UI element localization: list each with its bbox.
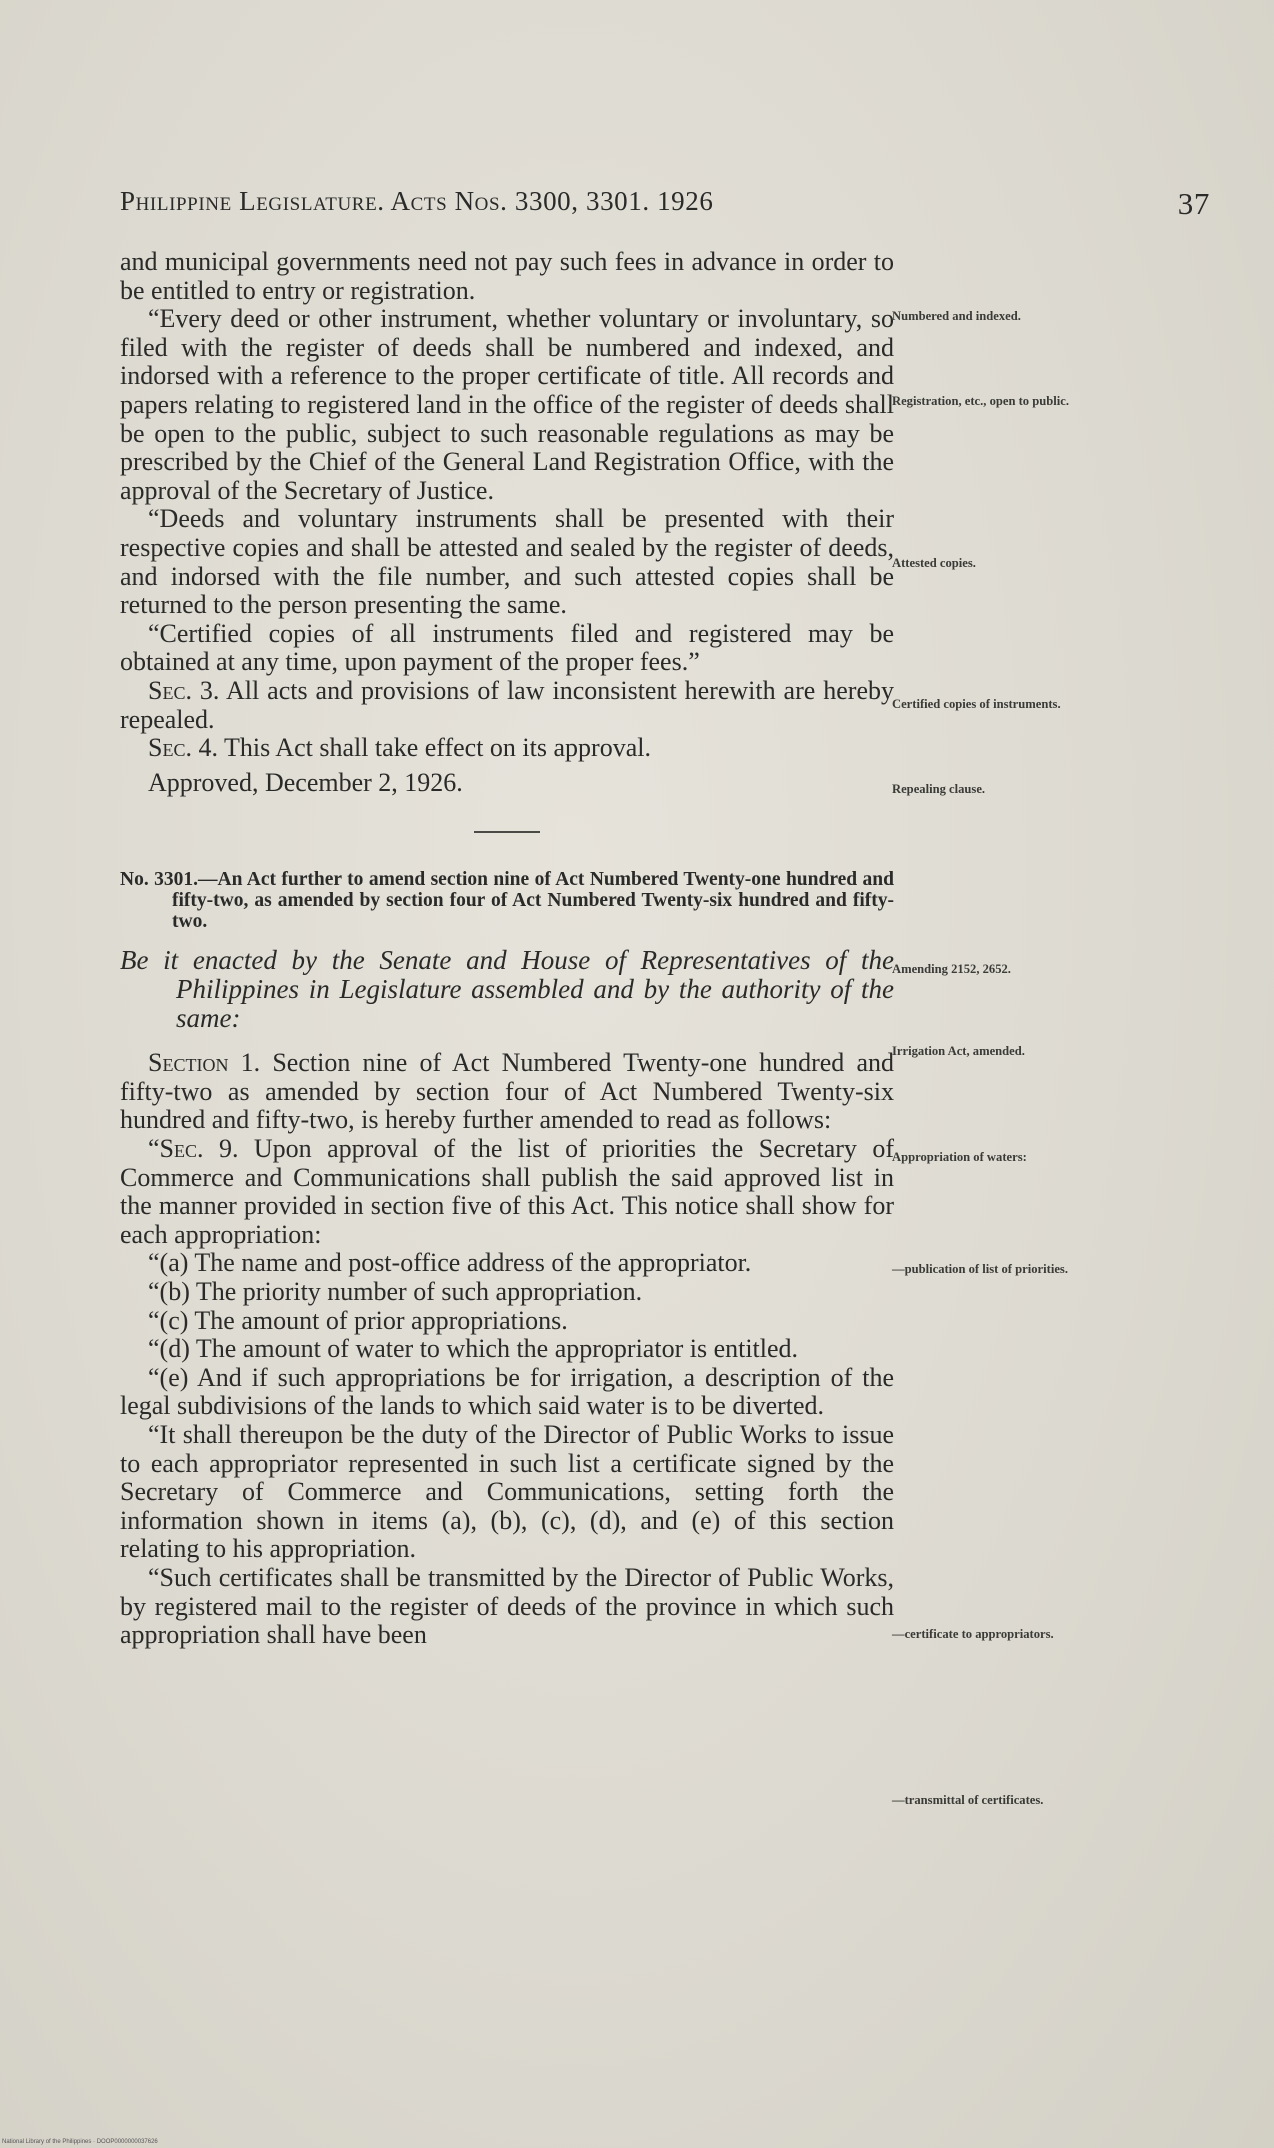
margin-note-attested: Attested copies. [892, 556, 976, 570]
section-4-text: This Act shall take effect on its approval. [224, 733, 651, 763]
margin-note-appropriation: Appropriation of waters: [892, 1150, 1027, 1164]
margin-note-transmittal: —transmittal of certificates. [892, 1793, 1044, 1807]
section-1-text: Section nine of Act Numbered Twenty-one hundred and fifty-two as amended by section four of Act Numbered Twenty-six hundred and fifty-two, is hereby further amended to read as follows: [120, 1048, 895, 1135]
section-1 [120, 1049, 894, 1135]
section-4 [120, 734, 894, 763]
page-number: 37 [1177, 186, 1210, 221]
scan-credit: National Library of the Philippines · DOOP0000000037626 [2, 2139, 158, 2145]
paragraph-transmittal: “Such certificates shall be transmitted by the Director of Public Works, by registered mail to the register of deeds of the province in which such appropriation shall have been [120, 1562, 894, 1650]
item-a: “(a) The name and post-office address of the appropriator. [148, 1248, 752, 1278]
margin-note-numbered: Numbered and indexed. [892, 309, 1021, 323]
margin-note-certificate: —certificate to appropriators. [892, 1627, 1054, 1641]
item-e: “(e) And if such appropriations be for irrigation, a description of the legal subdivisions of the lands to which said water is to be diverted. [120, 1362, 894, 1421]
section-9-label: “Sec. 9. [148, 1134, 239, 1164]
item-c: “(c) The amount of prior appropriations. [148, 1305, 568, 1335]
paragraph-numbered-indexed: “Every deed or other instrument, whether voluntary or involuntary, so filed with the register of deeds shall be numbered and indexed, and indorsed with a reference to the proper certificate of title. All records and papers relating to registered land in the office of the register of deeds shall be open to the public, subject to such reasonable regulations as may be prescribed by the Chief of the General Land Registration Office, with the approval of the Secretary of Justice. [120, 304, 894, 505]
paragraph-certificate: “It shall thereupon be the duty of the Director of Public Works to issue to each appropriator represented in such list a certificate signed by the Secretary of Commerce and Communications, setting forth the information shown in items (a), (b), (c), (d), and (e) of this section relating to his appropriation. [120, 1420, 894, 1564]
margin-note-irrigation: Irrigation Act, amended. [892, 1044, 1025, 1058]
act-heading: No. 3301.—An Act further to amend section nine of Act Numbered Twenty-one hundred and fifty-two, as amended by section four of Act Numbered Twenty-six hundred and fifty-two. [120, 869, 894, 933]
page-header [120, 186, 1210, 226]
paragraph-continuation: and municipal governments need not pay such fees in advance in order to be entitled to entry or registration. [120, 247, 894, 305]
section-1-label: Section 1. [148, 1048, 261, 1078]
section-9 [120, 1135, 894, 1249]
running-head: Philippine Legislature. Acts Nos. 3300, 3301. 1926 [120, 186, 714, 216]
margin-note-registration: Registration, etc., open to public. [892, 394, 1070, 408]
paragraph-attested-copies: “Deeds and voluntary instruments shall be presented with their respective copies and shall be attested and sealed by the register of deeds, and indorsed with the file number, and such attested copies shall be returned to the person presenting the same. [120, 504, 894, 620]
section-9-text: Upon approval of the list of priorities the Secretary of Commerce and Communications shall publish the said approved list in the manner provided in section five of this Act. This notice shall show for each appropriation: [120, 1134, 894, 1249]
section-3-label: Sec. 3. [148, 675, 220, 705]
enacting-clause: Be it enacted by the Senate and House of Representatives of the Philippines in Legislature assembled and by the authority of the same: [120, 945, 894, 1034]
margin-note-publication: —publication of list of priorities. [892, 1262, 1068, 1276]
section-divider [474, 831, 540, 833]
approval-line: Approved, December 2, 1926. [148, 767, 463, 797]
paragraph-certified-copies: “Certified copies of all instruments filed and registered may be obtained at any time, upon payment of the proper fees.” [120, 618, 894, 677]
margin-note-amending: Amending 2152, 2652. [892, 962, 1011, 976]
section-3 [120, 677, 894, 734]
section-4-label: Sec. 4. [148, 733, 218, 763]
margin-note-repealing: Repealing clause. [892, 782, 986, 796]
body-text [120, 248, 894, 1650]
item-d: “(d) The amount of water to which the appropriator is entitled. [148, 1334, 799, 1364]
margin-note-certified: Certified copies of instruments. [892, 697, 1061, 711]
item-b: “(b) The priority number of such appropriation. [148, 1277, 643, 1307]
section-3-text: All acts and provisions of law inconsistent herewith are hereby repealed. [120, 675, 894, 734]
